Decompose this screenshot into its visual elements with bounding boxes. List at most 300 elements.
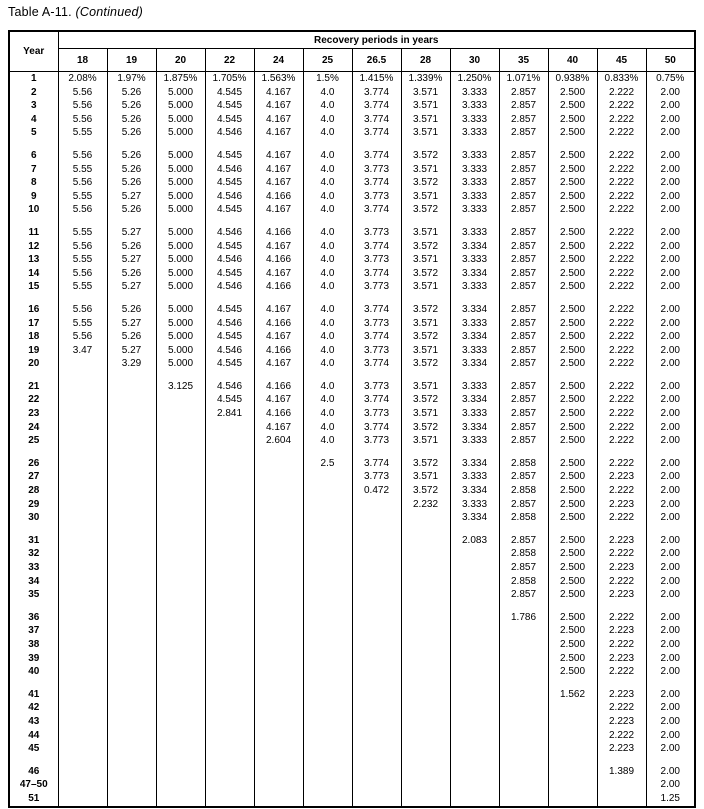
rate-cell: 2.857 [499, 371, 548, 394]
rate-cell: 2.00 [646, 163, 695, 177]
year-column-header: Year [9, 31, 58, 72]
rate-cell: 2.500 [548, 176, 597, 190]
rate-cell: 4.0 [303, 357, 352, 371]
rate-cell [107, 547, 156, 561]
rate-cell [450, 624, 499, 638]
rate-cell [303, 715, 352, 729]
rate-cell [352, 602, 401, 625]
year-cell: 12 [28, 240, 40, 252]
rate-cell: 3.333 [450, 434, 499, 448]
rate-cell [401, 701, 450, 715]
rate-cell: 2.500 [548, 357, 597, 371]
rate-cell: 3.774 [352, 176, 401, 190]
rate-cell [156, 602, 205, 625]
rate-cell: 4.0 [303, 421, 352, 435]
rate-cell [254, 638, 303, 652]
rate-cell [107, 470, 156, 484]
year-cell: 20 [28, 358, 40, 370]
rate-cell: 2.00 [646, 756, 695, 779]
rate-cell: 3.572 [401, 203, 450, 217]
table-row [9, 498, 695, 512]
year-cell: 11 [28, 226, 40, 238]
rate-cell: 3.334 [450, 240, 499, 254]
rate-cell [352, 638, 401, 652]
rate-cell: 4.0 [303, 280, 352, 294]
rate-cell: 3.333 [450, 253, 499, 267]
depreciation-rate-table [8, 30, 696, 808]
rate-cell [352, 624, 401, 638]
rate-cell: 2.500 [548, 547, 597, 561]
table-row [9, 588, 695, 602]
rate-cell: 4.167 [254, 126, 303, 140]
rate-cell: 2.222 [597, 344, 646, 358]
rate-cell [401, 638, 450, 652]
table-row [9, 511, 695, 525]
rate-cell: 2.222 [597, 267, 646, 281]
period-column-header: 26.5 [352, 49, 401, 72]
rate-cell: 2.222 [597, 203, 646, 217]
rate-cell: 5.26 [107, 330, 156, 344]
rate-cell: 2.222 [597, 240, 646, 254]
rate-cell: 3.334 [450, 484, 499, 498]
rate-cell: 2.222 [597, 434, 646, 448]
rate-cell [401, 511, 450, 525]
rate-cell: 4.167 [254, 330, 303, 344]
rate-cell: 3.774 [352, 448, 401, 471]
rate-cell: 3.334 [450, 393, 499, 407]
year-cell: 18 [28, 331, 40, 343]
rate-cell: 4.0 [303, 240, 352, 254]
year-cell: 9 [30, 190, 37, 202]
rate-cell: 2.00 [646, 317, 695, 331]
table-row [9, 86, 695, 100]
rate-cell: 2.500 [548, 317, 597, 331]
rate-cell: 2.00 [646, 742, 695, 756]
rate-cell [107, 652, 156, 666]
rate-cell: 3.774 [352, 140, 401, 163]
year-cell: 30 [28, 512, 40, 524]
rate-cell: 5.55 [58, 190, 107, 204]
rate-cell [303, 547, 352, 561]
year-cell: 45 [28, 743, 40, 755]
rate-cell [205, 484, 254, 498]
rate-cell: 3.571 [401, 113, 450, 127]
rate-cell: 5.56 [58, 294, 107, 317]
rate-cell: 2.00 [646, 253, 695, 267]
rate-cell [107, 624, 156, 638]
rate-cell: 4.167 [254, 163, 303, 177]
rate-cell [156, 624, 205, 638]
rate-cell [58, 470, 107, 484]
rate-cell: 4.546 [205, 163, 254, 177]
rate-cell: 2.00 [646, 701, 695, 715]
table-row [9, 317, 695, 331]
rate-cell [548, 778, 597, 792]
year-cell: 40 [28, 666, 40, 678]
rate-cell [352, 715, 401, 729]
rate-cell [254, 602, 303, 625]
year-cell: 26 [28, 457, 40, 469]
year-cell: 37 [28, 625, 40, 637]
year-cell: 25 [28, 435, 40, 447]
rate-cell: 5.56 [58, 330, 107, 344]
rate-cell: 2.222 [597, 484, 646, 498]
rate-cell: 2.00 [646, 330, 695, 344]
rate-cell: 4.167 [254, 240, 303, 254]
rate-cell: 4.0 [303, 190, 352, 204]
rate-cell: 4.545 [205, 294, 254, 317]
rate-cell: 4.545 [205, 267, 254, 281]
rate-cell: 3.774 [352, 113, 401, 127]
rate-cell: 3.571 [401, 344, 450, 358]
rate-cell: 0.472 [352, 484, 401, 498]
rate-cell: 2.222 [597, 665, 646, 679]
rate-cell [205, 448, 254, 471]
table-row [9, 715, 695, 729]
rate-cell: 2.857 [499, 99, 548, 113]
period-column-header: 30 [450, 49, 499, 72]
rate-cell [205, 792, 254, 807]
rate-cell [254, 511, 303, 525]
rate-cell: 2.500 [548, 126, 597, 140]
rate-cell [58, 665, 107, 679]
rate-cell: 5.56 [58, 267, 107, 281]
rate-cell: 2.857 [499, 344, 548, 358]
rate-cell: 2.857 [499, 294, 548, 317]
rate-cell: 2.00 [646, 575, 695, 589]
rate-cell: 2.00 [646, 484, 695, 498]
rate-cell: 2.500 [548, 407, 597, 421]
rate-cell: 3.773 [352, 317, 401, 331]
rate-cell: 4.167 [254, 86, 303, 100]
rate-cell [58, 448, 107, 471]
rate-cell [58, 371, 107, 394]
rate-cell [156, 421, 205, 435]
rate-cell: 2.00 [646, 679, 695, 702]
rate-cell [156, 498, 205, 512]
year-cell: 51 [28, 792, 40, 804]
rate-cell: 2.222 [597, 547, 646, 561]
rate-cell: 3.773 [352, 253, 401, 267]
rate-cell: 0.75% [646, 72, 695, 86]
rate-cell [499, 742, 548, 756]
rate-cell: 4.0 [303, 126, 352, 140]
rate-cell [254, 742, 303, 756]
rate-cell: 4.167 [254, 294, 303, 317]
rate-cell: 2.00 [646, 588, 695, 602]
rate-cell: 5.000 [156, 240, 205, 254]
rate-cell: 2.500 [548, 624, 597, 638]
rate-cell: 3.773 [352, 217, 401, 240]
table-row [9, 357, 695, 371]
rate-cell [156, 756, 205, 779]
year-cell: 43 [28, 715, 40, 727]
rate-cell [303, 701, 352, 715]
rate-cell: 2.222 [597, 113, 646, 127]
rate-cell [156, 665, 205, 679]
rate-cell: 2.223 [597, 624, 646, 638]
rate-cell: 4.546 [205, 344, 254, 358]
year-cell: 14 [28, 267, 40, 279]
rate-cell: 2.223 [597, 561, 646, 575]
rate-cell: 3.334 [450, 267, 499, 281]
rate-cell [303, 561, 352, 575]
rate-cell: 4.166 [254, 253, 303, 267]
rate-cell: 2.500 [548, 267, 597, 281]
rate-cell [58, 742, 107, 756]
rate-cell [205, 511, 254, 525]
rate-cell: 2.500 [548, 140, 597, 163]
rate-cell [254, 679, 303, 702]
rate-cell [107, 407, 156, 421]
rate-cell [254, 792, 303, 807]
table-row [9, 547, 695, 561]
rate-cell [303, 525, 352, 548]
rate-cell [254, 665, 303, 679]
rate-cell [401, 792, 450, 807]
rate-cell: 2.00 [646, 665, 695, 679]
rate-cell: 5.000 [156, 86, 205, 100]
rate-cell: 5.27 [107, 253, 156, 267]
rate-cell: 3.571 [401, 99, 450, 113]
rate-cell [254, 715, 303, 729]
rate-cell: 1.875% [156, 72, 205, 86]
rate-cell: 2.857 [499, 86, 548, 100]
rate-cell [499, 792, 548, 807]
rate-cell [352, 778, 401, 792]
rate-cell [401, 602, 450, 625]
year-cell: 44 [28, 729, 40, 741]
rate-cell: 2.00 [646, 470, 695, 484]
rate-cell [499, 624, 548, 638]
rate-cell [205, 679, 254, 702]
rate-cell [548, 701, 597, 715]
year-cell: 47–50 [19, 779, 48, 791]
rate-cell: 4.0 [303, 113, 352, 127]
rate-cell [401, 742, 450, 756]
rate-cell [450, 792, 499, 807]
rate-cell: 4.0 [303, 99, 352, 113]
rate-cell [499, 729, 548, 743]
rate-cell: 2.00 [646, 113, 695, 127]
rate-cell: 2.00 [646, 434, 695, 448]
table-caption [8, 5, 143, 19]
rate-cell [205, 756, 254, 779]
rate-cell [107, 602, 156, 625]
rate-cell [58, 792, 107, 807]
rate-cell [352, 792, 401, 807]
rate-cell [156, 715, 205, 729]
rate-cell: 2.223 [597, 652, 646, 666]
rate-cell [352, 756, 401, 779]
rate-cell [156, 792, 205, 807]
rate-cell: 3.773 [352, 190, 401, 204]
rate-cell: 2.857 [499, 203, 548, 217]
rate-cell [107, 575, 156, 589]
rate-cell [156, 547, 205, 561]
rate-cell: 2.857 [499, 240, 548, 254]
rate-cell [107, 701, 156, 715]
table-row [9, 525, 695, 548]
rate-cell: 4.546 [205, 217, 254, 240]
rate-cell [58, 498, 107, 512]
rate-cell [303, 498, 352, 512]
rate-cell: 2.857 [499, 126, 548, 140]
rate-cell [254, 778, 303, 792]
rate-cell: 2.223 [597, 470, 646, 484]
rate-cell: 4.0 [303, 176, 352, 190]
rate-cell: 4.0 [303, 393, 352, 407]
rate-cell [58, 624, 107, 638]
rate-cell: 5.000 [156, 203, 205, 217]
rate-cell: 2.222 [597, 701, 646, 715]
rate-cell [499, 715, 548, 729]
rate-cell: 2.500 [548, 280, 597, 294]
rate-cell [254, 498, 303, 512]
rate-cell [156, 701, 205, 715]
table-row [9, 729, 695, 743]
rate-cell: 5.000 [156, 176, 205, 190]
rate-cell: 5.26 [107, 294, 156, 317]
rate-cell [499, 778, 548, 792]
rate-cell [303, 484, 352, 498]
rate-cell: 2.00 [646, 638, 695, 652]
rate-cell [450, 602, 499, 625]
rate-cell [401, 778, 450, 792]
rate-cell: 4.545 [205, 99, 254, 113]
rate-cell: 2.222 [597, 294, 646, 317]
rate-cell [548, 715, 597, 729]
rate-cell: 3.773 [352, 470, 401, 484]
rate-cell [205, 561, 254, 575]
year-cell: 8 [30, 177, 37, 189]
year-cell: 28 [28, 485, 40, 497]
rate-cell: 5.26 [107, 240, 156, 254]
rate-cell: 4.546 [205, 126, 254, 140]
rate-cell: 2.222 [597, 126, 646, 140]
rate-cell: 3.774 [352, 330, 401, 344]
rate-cell [499, 701, 548, 715]
rate-cell: 2.500 [548, 470, 597, 484]
table-row [9, 407, 695, 421]
rate-cell [450, 679, 499, 702]
rate-cell: 2.500 [548, 253, 597, 267]
rate-cell: 3.774 [352, 357, 401, 371]
rate-cell [107, 561, 156, 575]
rate-cell [450, 756, 499, 779]
rate-cell: 1.705% [205, 72, 254, 86]
period-column-header: 50 [646, 49, 695, 72]
rate-cell: 4.0 [303, 344, 352, 358]
rate-cell: 3.333 [450, 344, 499, 358]
rate-cell: 2.500 [548, 484, 597, 498]
rate-cell [352, 561, 401, 575]
table-row [9, 434, 695, 448]
year-cell: 33 [28, 562, 40, 573]
table-row [9, 602, 695, 625]
rate-cell: 4.545 [205, 393, 254, 407]
period-column-header: 22 [205, 49, 254, 72]
table-row [9, 163, 695, 177]
rate-cell [107, 756, 156, 779]
rate-cell: 3.572 [401, 393, 450, 407]
rate-cell: 5.56 [58, 140, 107, 163]
rate-cell: 4.0 [303, 434, 352, 448]
rate-cell [58, 701, 107, 715]
year-cell: 16 [28, 303, 40, 315]
rate-cell [205, 742, 254, 756]
rate-cell: 3.333 [450, 317, 499, 331]
year-cell: 42 [28, 702, 40, 714]
rate-cell: 3.334 [450, 448, 499, 471]
header-row-top [9, 31, 695, 49]
rate-cell: 2.00 [646, 525, 695, 548]
rate-cell [156, 561, 205, 575]
rate-cell: 2.857 [499, 588, 548, 602]
rate-cell: 2.00 [646, 344, 695, 358]
rate-cell [352, 575, 401, 589]
year-cell: 19 [28, 344, 40, 356]
rate-cell [254, 448, 303, 471]
year-cell: 13 [28, 254, 40, 266]
rate-cell: 2.222 [597, 393, 646, 407]
rate-cell: 3.333 [450, 126, 499, 140]
rate-cell: 5.56 [58, 176, 107, 190]
table-row [9, 484, 695, 498]
rate-cell: 2.00 [646, 240, 695, 254]
rate-cell [352, 742, 401, 756]
rate-cell: 2.223 [597, 742, 646, 756]
rate-cell: 2.857 [499, 190, 548, 204]
rate-cell: 2.857 [499, 176, 548, 190]
period-column-header: 25 [303, 49, 352, 72]
rate-cell: 4.167 [254, 176, 303, 190]
rate-cell [107, 715, 156, 729]
rate-cell: 3.333 [450, 140, 499, 163]
rate-cell: 4.0 [303, 253, 352, 267]
table-row [9, 756, 695, 779]
rate-cell: 4.166 [254, 371, 303, 394]
rate-cell [58, 778, 107, 792]
rate-cell: 2.857 [499, 393, 548, 407]
rate-cell [254, 525, 303, 548]
rate-cell: 5.56 [58, 113, 107, 127]
rate-cell [107, 778, 156, 792]
rate-cell: 2.00 [646, 602, 695, 625]
rate-cell: 2.500 [548, 163, 597, 177]
period-column-header: 20 [156, 49, 205, 72]
year-cell: 39 [28, 652, 40, 664]
rate-cell: 2.00 [646, 280, 695, 294]
table-row [9, 561, 695, 575]
rate-cell: 3.572 [401, 330, 450, 344]
rate-cell: 3.125 [156, 371, 205, 394]
rate-cell: 2.858 [499, 547, 548, 561]
rate-cell [548, 792, 597, 807]
rate-cell: 2.00 [646, 190, 695, 204]
rate-cell [58, 393, 107, 407]
rate-cell: 2.500 [548, 434, 597, 448]
rate-cell: 5.56 [58, 99, 107, 113]
rate-cell [107, 588, 156, 602]
table-row [9, 176, 695, 190]
rate-cell [499, 665, 548, 679]
rate-cell: 4.167 [254, 203, 303, 217]
rate-cell [401, 525, 450, 548]
rate-cell: 5.000 [156, 126, 205, 140]
rate-cell: 3.572 [401, 140, 450, 163]
rate-cell: 5.000 [156, 163, 205, 177]
